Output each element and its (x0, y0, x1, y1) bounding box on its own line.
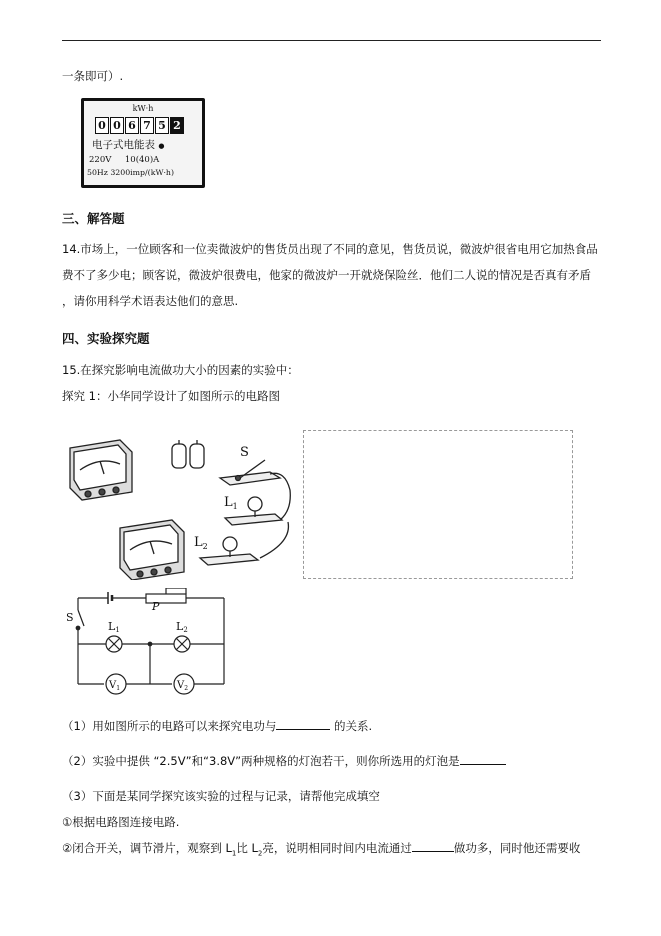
q15-step1: ①根据电路图连接电路. (62, 815, 180, 829)
meter-digit: 5 (155, 117, 169, 134)
header-rule (62, 40, 601, 41)
answer-blank[interactable] (276, 719, 330, 730)
ammeter-icon (70, 440, 132, 500)
meter-digit: 7 (140, 117, 154, 134)
meter-spec-row1: 220V 10(40)A (89, 155, 160, 165)
circuit-switch-label: S (66, 611, 74, 624)
circuit-slider-label: P (152, 600, 160, 613)
lamp2-icon (200, 522, 288, 565)
q15-part3: （3）下面是某同学探究该实验的过程与记录，请帮他完成填空 (62, 789, 380, 803)
q15-part1: （1）用如图所示的电路可以来探究电功与 的关系. (62, 719, 373, 733)
figure-lamp1-label: $L_1$ (224, 495, 238, 511)
circuit-l2-label: L2 (176, 620, 188, 634)
q15-part2: （2）实验中提供 “2.5V”和“3.8V”两种规格的灯泡若干，则你所选用的灯泡是 (62, 753, 506, 769)
meter-digit: 0 (95, 117, 109, 134)
q15-probe1: 探究 1：小华同学设计了如图所示的电路图 (62, 389, 280, 403)
meter-digit-decimal: 2 (170, 117, 184, 134)
meter-spec-row2: 50Hz 3200imp/(kW·h) (87, 168, 174, 177)
meter-name: 电子式电能表 ● (92, 139, 165, 151)
section-heading-answer: 三、解答题 (62, 211, 125, 226)
q14-line1: 14.市场上，一位顾客和一位卖微波炉的售货员出现了不同的意见，售货员说，微波炉很省电用它加热食品 (62, 242, 598, 256)
q14-line3: ，请你用科学术语表达他们的意思. (62, 294, 239, 308)
circuit-diagram (66, 588, 236, 698)
figure-switch-label: S (240, 445, 249, 460)
q15-intro: 15.在探究影响电流做功大小的因素的实验中： (62, 363, 299, 377)
circuit-v1-label: $V_1$ (109, 680, 121, 692)
switch-icon (78, 610, 84, 626)
voltmeter-icon (120, 520, 184, 580)
answer-blank[interactable] (412, 841, 454, 852)
electric-meter-figure (81, 98, 205, 188)
answer-blank[interactable] (460, 754, 506, 765)
battery-icon (172, 440, 204, 468)
meter-digit: 0 (110, 117, 124, 134)
meter-digits (95, 117, 185, 134)
answer-drawing-box (303, 430, 573, 579)
apparatus-figure (60, 430, 300, 580)
q14-line2: 费不了多少电；顾客说，微波炉很费电，他家的微波炉一开就烧保险丝．他们二人说的情况是否真有矛盾 (62, 268, 591, 282)
meter-digit: 6 (125, 117, 139, 134)
meter-unit: kW·h (132, 104, 154, 113)
q15-step2: ②闭合开关，调节滑片，观察到 $L_1$比 $L_2$亮，说明相同时间内电流通过 做功多，同时他还需要收 (62, 841, 581, 858)
circuit-v2-label: $V_2$ (177, 680, 189, 692)
circuit-l1-label: L1 (108, 620, 120, 634)
section-heading-experiment: 四、实验探究题 (62, 331, 150, 346)
continuation-text: 一条即可）. (62, 69, 124, 83)
figure-lamp2-label: $L_2$ (194, 535, 208, 551)
